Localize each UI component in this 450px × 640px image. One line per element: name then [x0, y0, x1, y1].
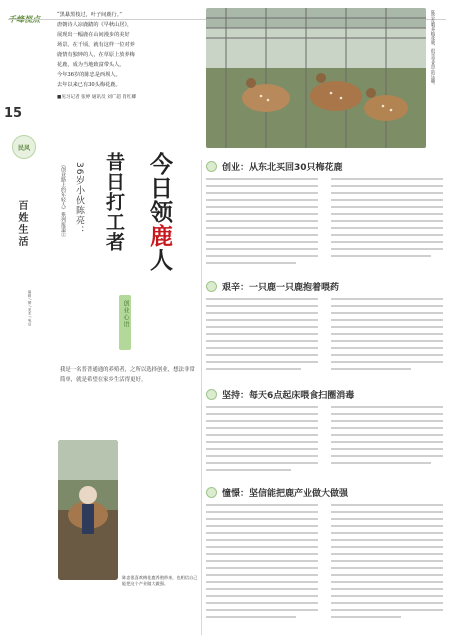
intro-line: 去年以来已有30头梅花鹿。: [57, 82, 121, 88]
folk-text: 民风: [17, 144, 30, 152]
section-title-4: 憧憬：坚信能把鹿产业做大做强: [222, 489, 349, 499]
intro-block: [57, 10, 201, 102]
text-lines-2: [206, 298, 446, 378]
text-lines-4: [206, 504, 446, 634]
section-title-1: 创业：从东北买回30只梅花鹿: [222, 163, 343, 173]
headline-col2-text: 人: [146, 248, 172, 272]
callout-quote: 我是一名普普通通的养殖者，之所以选择创业，想法非常简单，就是希望在家乡生活得更好。: [60, 367, 195, 383]
section-icon-4: [206, 487, 217, 498]
deer-photo-top-art: [206, 8, 426, 148]
section-header-3: [206, 388, 446, 401]
section-icon-1: [206, 161, 217, 172]
motto-bottom: 心语: [122, 314, 129, 328]
editor-meta: 编辑 / 柳 / 美术 / 电话: [28, 290, 32, 326]
motto-text: [121, 300, 130, 328]
motto-mid: 业: [122, 307, 129, 314]
masthead-logo: [8, 7, 42, 17]
text-lines-3: [206, 406, 446, 476]
section-header-2: [206, 280, 446, 293]
section-body-3: [206, 406, 446, 476]
photo-caption-right: 陈忠在喂养梅花鹿，很享受其中的乐趣。: [430, 10, 435, 88]
headline-col1-text: 今日领: [146, 152, 172, 224]
intro-line: 展现出一幅鹿在山间漫步的美好: [57, 32, 130, 38]
folk-label: [12, 135, 36, 159]
deer-photo-top: [206, 8, 426, 148]
section-header-1: [206, 160, 446, 173]
headline-col1: [146, 152, 172, 272]
byline: ■见习记者 张婷 通讯员 刘广超 肖红卿: [57, 95, 137, 100]
text-lines-1: [206, 178, 446, 273]
headline-block: [55, 152, 195, 280]
section-body-1: [206, 178, 446, 273]
headline-series: 《创业路上的年轻人》系列报道②: [60, 162, 66, 237]
intro-line: 花鹿，成为当地致富带头人。: [57, 62, 125, 68]
deer-photo-left: [58, 440, 118, 580]
intro-line: 场景。在千顷，就有这样一位对养: [57, 42, 135, 48]
section-body-2: [206, 298, 446, 378]
section-title-2: 艰辛：一只鹿一只鹿抱着喂药: [222, 283, 340, 293]
motto-top: 创: [122, 300, 129, 307]
intro-line: 今年36岁的陈忠是西坝人。: [57, 72, 121, 78]
intro-line: 鹿情有独钟的人，在草原上放养梅: [57, 52, 135, 58]
section-header-4: [206, 486, 446, 499]
page-number: 15: [4, 106, 23, 121]
headline-red-word: 鹿: [146, 224, 172, 248]
section-icon-3: [206, 389, 217, 400]
headline-sub: 36岁小伙陈亮：: [74, 162, 84, 236]
column-divider: [201, 160, 202, 635]
deer-photo-left-art: [58, 440, 118, 580]
section-title-3: 坚持：每天6点起床喂食扫圈消毒: [222, 391, 355, 401]
section-icon-2: [206, 281, 217, 292]
photo-caption-left: 陈忠很喜欢梅花鹿养殖带来，也相信自己能把这个产业做大做强。: [122, 575, 198, 586]
section-body-4: [206, 504, 446, 634]
intro-line: “黑暴黑枝过，叶子间鹿行。”: [57, 12, 122, 18]
headline-col3: 昔日打工者: [103, 152, 125, 252]
intro-line: 唐朝诗人凉鹿踏的《早秋山居》，: [57, 22, 133, 28]
section-vertical-title: 百姓生活: [16, 200, 27, 248]
